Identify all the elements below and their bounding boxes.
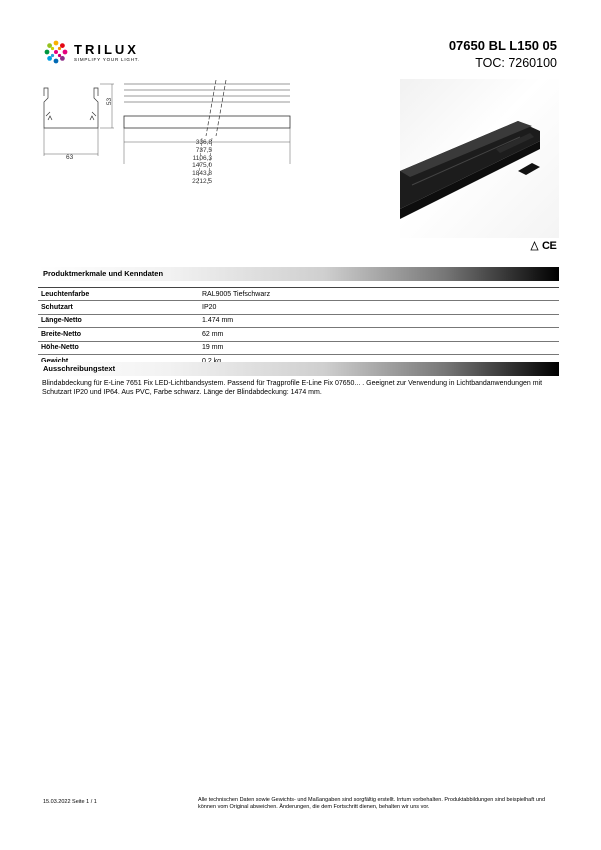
length-value: 1843,8 (192, 170, 212, 178)
table-row (38, 314, 559, 327)
spec-label: Länge-Netto (38, 314, 199, 327)
spec-value: 1.474 mm (199, 314, 559, 327)
spec-label: Höhe-Netto (38, 341, 199, 354)
features-section-header (38, 267, 559, 281)
product-photo (400, 79, 559, 238)
profile-rail-image (400, 79, 559, 238)
spec-value: 19 mm (199, 341, 559, 354)
dimension-width: 63 (66, 154, 74, 161)
table-row (38, 301, 559, 314)
tender-section-title: Ausschreibungstext (43, 364, 116, 373)
table-row (38, 328, 559, 341)
footer-disclaimer: Alle technischen Daten sowie Gewichts- und Maßangaben sind sorgfältig erstellt. Irrtum vorbehalten. Produktabbildungen sind beispielhaft und können vom Original abweichen. Änderungen, die dem Fortschritt dienen, behalten wir uns vor. (198, 797, 546, 810)
length-value: 1106,3 (192, 154, 212, 162)
tender-text: Blindabdeckung für E-Line 7651 Fix LED-Lichtbandsystem. Passend für Tragprofile E-Line Fix 07650... . Geeignet zur Verwendung in Lichtbandanwendungen mit Schutzart IP20 und IP64. Aus PVC, Farbe schwarz. Länge der Blindabdeckung: 1474 mm. (42, 380, 543, 396)
specs-table (38, 287, 559, 368)
spec-label: Leuchtenfarbe (38, 288, 199, 301)
features-section-title: Produktmerkmale und Kenndaten (43, 269, 164, 278)
length-value: 2212,5 (192, 177, 212, 185)
tender-section-header (38, 362, 559, 376)
spec-label: Breite-Netto (38, 328, 199, 341)
spec-label: Schutzart (38, 301, 199, 314)
length-value: 336,8 (195, 139, 212, 146)
technical-drawing (36, 76, 296, 186)
spec-value: IP20 (199, 301, 559, 314)
spec-value: 62 mm (199, 328, 559, 341)
spec-value: RAL9005 Tiefschwarz (199, 288, 559, 301)
footer-date-page: 15.03.2022 Seite 1 / 1 (43, 799, 97, 805)
dimension-height: 53 (106, 97, 114, 106)
length-value: 1475,0 (192, 162, 212, 170)
product-code: 07650 BL L150 05 (448, 38, 557, 53)
length-list (188, 139, 212, 186)
length-value: 737,5 (195, 146, 212, 154)
ce-mark-icon: CE (542, 240, 557, 252)
brand-tagline: SIMPLIFY YOUR LIGHT. (74, 57, 140, 62)
table-row (38, 288, 559, 301)
table-row (38, 341, 559, 354)
recycle-icon (530, 241, 539, 251)
certification-marks (530, 240, 560, 252)
product-toc: TOC: 7260100 (475, 56, 557, 70)
brand-name: TRILUX (74, 42, 139, 57)
